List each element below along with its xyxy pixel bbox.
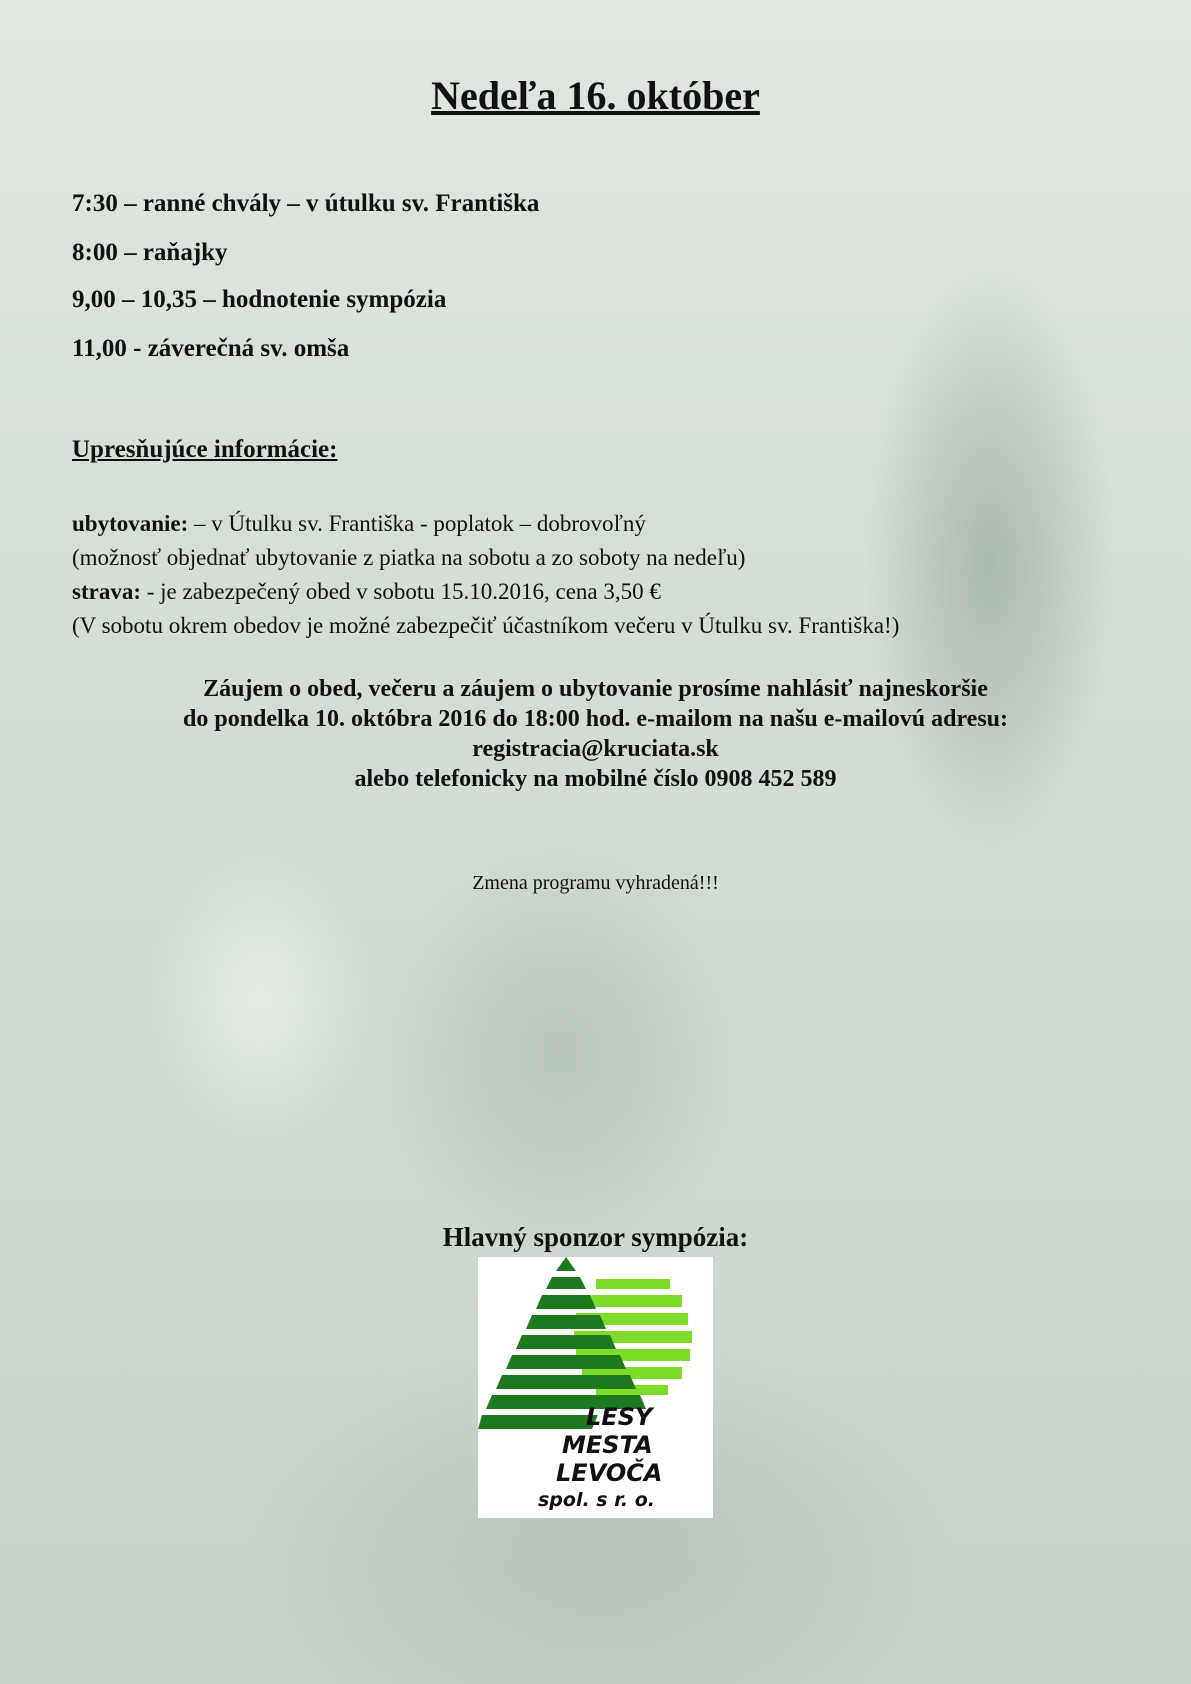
logo-text-line: LESY	[586, 1403, 653, 1431]
logo-text-line: spol. s r. o.	[538, 1489, 655, 1511]
change-note: Zmena programu vyhradená!!!	[472, 872, 719, 894]
logo-text-line: MESTA	[562, 1431, 653, 1459]
page-title: Nedeľa 16. október	[431, 73, 760, 118]
food-label: strava:	[72, 579, 141, 604]
lodging-note: (možnosť objednať ubytovanie z piatka na sobotu a zo soboty na nedeľu)	[72, 545, 746, 570]
notice-line: do pondelka 10. októbra 2016 do 18:00 hod. e-mailom na našu e-mailovú adresu:	[183, 706, 1008, 732]
schedule-item: 8:00 – raňajky	[72, 239, 228, 266]
food-note: (V sobotu okrem obedov je možné zabezpečiť účastníkom večeru v Útulku sv. Františka!)	[72, 613, 900, 638]
sponsor-logo	[478, 1257, 713, 1518]
lodging-line	[72, 511, 646, 537]
food-text: - je zabezpečený obed v sobotu 15.10.2016, cena 3,50 €	[140, 579, 661, 604]
email-address[interactable]: registracia@kruciata.sk	[472, 736, 719, 762]
notice-line: alebo telefonicky na mobilné číslo 0908 452 589	[354, 766, 837, 792]
logo-text-line: LEVOČA	[556, 1459, 663, 1487]
schedule-item: 7:30 – ranné chvály – v útulku sv. Františka	[72, 190, 540, 217]
schedule-item: 9,00 – 10,35 – hodnotenie sympózia	[72, 286, 447, 313]
sponsor-heading: Hlavný sponzor sympózia:	[442, 1222, 749, 1252]
info-heading: Upresňujúce informácie:	[72, 436, 338, 463]
lodging-text: – v Útulku sv. Františka - poplatok – dobrovoľný	[188, 511, 646, 536]
lodging-label: ubytovanie:	[72, 511, 189, 536]
schedule-item: 11,00 - záverečná sv. omša	[72, 335, 350, 362]
food-line	[72, 579, 661, 605]
notice-line: Záujem o obed, večeru a záujem o ubytovanie prosíme nahlásiť najneskoršie	[203, 676, 988, 702]
